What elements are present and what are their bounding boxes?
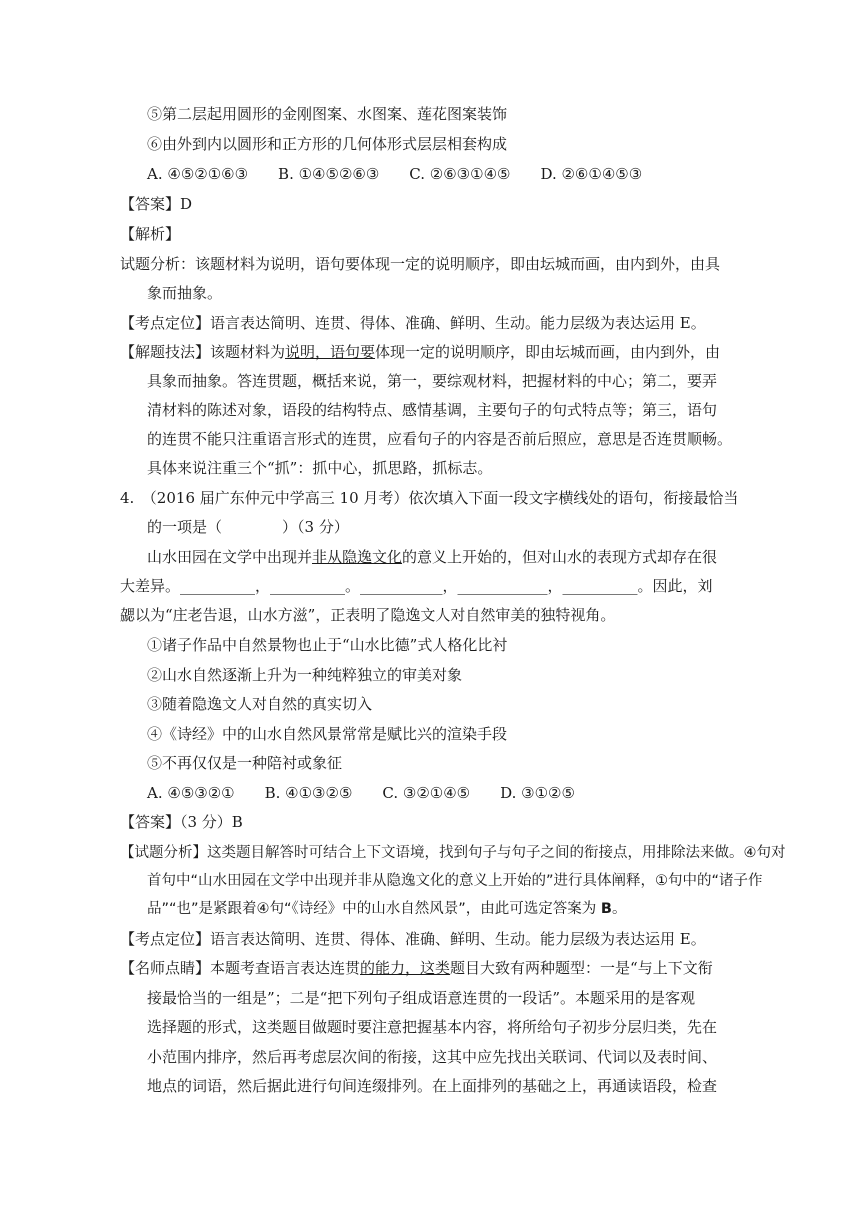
q4-dianjing-line-5: 地点的词语，然后据此进行句间连缀排列。在上面排列的基础之上，再通读语段，检查 — [147, 1077, 718, 1095]
q3-jifa-line-3: 清材料的陈述对象，语段的结构特点、感情基调，主要句子的句式特点等；第三，语句 — [147, 401, 718, 419]
q3-item-5: ⑤第二层起用圆形的金刚图案、水图案、莲花图案装饰 — [147, 105, 508, 123]
q3-jifa-line-4: 的连贯不能只注重语言形式的连贯，应看句子的内容是否前后照应，意思是否连贯顺畅。 — [147, 430, 733, 448]
q3-jifa-text-b: 体现一定的说明顺序，即由坛城而画，由内到外，由 — [375, 343, 721, 361]
q4-dianjing-underlined: 的能力，这类 — [360, 959, 451, 977]
q4-analysis-line-2: 首句中“山水田园在文学中出现并非从隐逸文化的意义上开始的”进行具体阐释，①句中的“诸子作 — [147, 873, 763, 889]
q3-analysis-label: 【解析】 — [120, 225, 181, 243]
q3-jifa-line-1 — [120, 342, 720, 362]
q4-kaodian: 【考点定位】语言表达简明、连贯、得体、准确、鲜明、生动。能力层级为表达运用 E。 — [120, 930, 706, 948]
q3-item-6: ⑥由外到内以圆形和正方形的几何体形式层层相套构成 — [147, 135, 508, 153]
q4-dianjing-text-b: 题目大致有两种题型：一是“与上下文衔 — [450, 959, 713, 977]
q4-passage-text-b: 的意义上开始的，但对山水的表现方式却存在很 — [402, 548, 718, 566]
q4-passage-text-a: 山水田园在文学中出现并 — [147, 548, 313, 566]
q4-passage-underlined: 非从隐逸文化 — [312, 548, 403, 566]
q3-options: A. ④⑤②①⑥③ B. ①④⑤②⑥③ C. ②⑥③①④⑤ D. ②⑥①④⑤③ — [147, 165, 643, 183]
q3-analysis-line-1: 试题分析：该题材料为说明，语句要体现一定的说明顺序，即由坛城而画，由内到外，由具 — [120, 255, 721, 273]
q4-stem-line-1: 4. （2016 届广东仲元中学高三 10 月考）依次填入下面一段文字横线处的语句，衔接最恰当 — [120, 489, 739, 507]
q4-passage-line-1 — [147, 547, 717, 567]
q4-analysis-text-a: 品”“也”是紧跟着④句“《诗经》中的山水自然风景”，由此可选定答案为 — [147, 901, 601, 917]
q4-options: A. ④⑤③②① B. ④①③②⑤ C. ③②①④⑤ D. ③①②⑤ — [147, 784, 575, 802]
q4-dianjing-text-a: 【名师点睛】本题考查语言表达连贯 — [120, 959, 361, 977]
q4-dianjing-line-2: 接最恰当的一组是”；二是“把下列句子组成语意连贯的一段话”。本题采用的是客观 — [147, 989, 696, 1007]
q3-answer: 【答案】D — [120, 195, 193, 213]
q4-analysis-answer-letter: B — [600, 901, 612, 917]
q4-item-2: ②山水自然逐渐上升为一种纯粹独立的审美对象 — [147, 666, 463, 684]
q4-stem-line-2: 的一项是（ ）（3 分） — [147, 518, 349, 536]
q4-answer: 【答案】（3 分）B — [120, 813, 243, 831]
q4-item-4: ④《诗经》中的山水自然风景常常是赋比兴的渲染手段 — [147, 725, 508, 743]
q4-passage-line-2: 大差异。__________，__________。___________，____________，__________。因此，刘 — [120, 577, 713, 595]
q3-jifa-underlined: 说明，语句要 — [285, 343, 376, 361]
q4-item-5: ⑤不再仅仅是一种陪衬或象征 — [147, 754, 343, 772]
q3-kaodian: 【考点定位】语言表达简明、连贯、得体、准确、鲜明、生动。能力层级为表达运用 E。 — [120, 314, 706, 332]
q4-dianjing-line-1 — [120, 958, 713, 978]
q4-dianjing-line-3: 选择题的形式，这类题目做题时要注意把握基本内容，将所给句子初步分层归类，先在 — [147, 1018, 718, 1036]
q4-passage-line-3: 勰以为“庄老告退，山水方滋”，正表明了隐逸文人对自然审美的独特视角。 — [120, 606, 616, 624]
q4-analysis-line-3 — [147, 899, 626, 919]
q3-jifa-line-5: 具体来说注重三个“抓”：抓中心，抓思路，抓标志。 — [147, 459, 493, 477]
q3-analysis-line-2: 象而抽象。 — [147, 284, 223, 302]
q4-dianjing-line-4: 小范围内排序，然后再考虑层次间的衔接，这其中应先找出关联词、代词以及表时间、 — [147, 1048, 718, 1066]
q3-jifa-line-2: 具象而抽象。答连贯题，概括来说，第一，要综观材料，把握材料的中心；第二，要弄 — [147, 372, 718, 390]
q3-jifa-text-a: 【解题技法】该题材料为 — [120, 343, 286, 361]
q4-analysis-text-c: 。 — [611, 901, 627, 917]
q4-item-3: ③随着隐逸文人对自然的真实切入 — [147, 695, 373, 713]
q4-analysis-line-1: 【试题分析】这类题目解答时可结合上下文语境，找到句子与句子之间的衔接点，用排除法来做。④句对 — [120, 845, 786, 861]
q4-item-1: ①诸子作品中自然景物也止于“山水比德”式人格化比衬 — [147, 636, 508, 654]
